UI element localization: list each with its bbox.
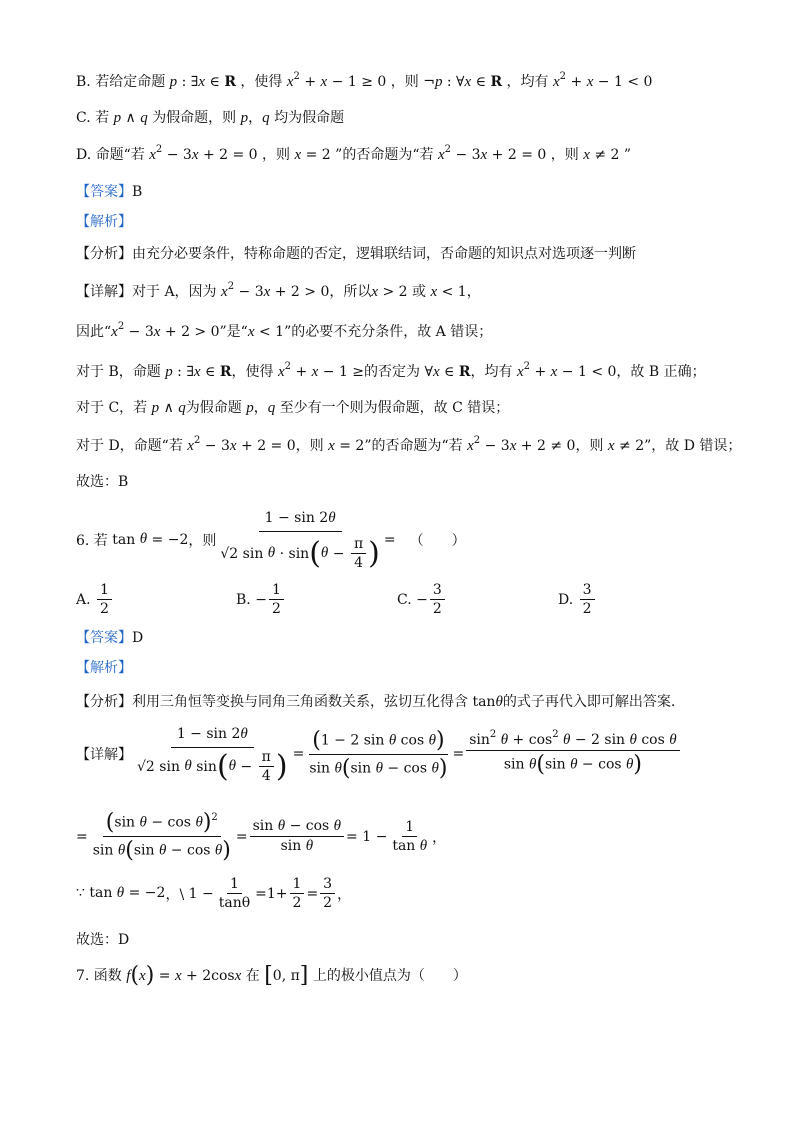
option-a[interactable]: A. $\frac{1}{2}$ [76,582,114,617]
choose-1: 故选：B [76,474,129,490]
xiangjie-1-c: 对于 C，若 p ∧ q为假命题 p，q 至少有一个则为假命题，故 C 错误； [76,400,510,416]
xiangjie-2-line2: = $\frac{(\sin \theta - \cos \theta)^2}{\text{sin θ(sin θ − cos θ)}}$ = $\frac{\text{sin θ − cos θ}}{\text{sin θ}}$ = 1 − $\frac{1}{\text{tan θ}}$ ， [76,810,447,863]
question-7: 7. 函数 f(x) = x + 2cosx 在 [0, π] 上的极小值点为（ ） [76,963,467,988]
option-b-line: B. 若给定命题 p : ∃x ∈ R ，使得 $x^2 + x - 1 \ge 0$ ，则 ¬p : ∀x ∈ R ，均有 $x^2 + x - 1 < 0$ [76,71,653,90]
choose-2: 故选：D [76,932,130,948]
question-6-fraction: 1 − sin 2θ √2 sin θ · sin ( θ − $\frac{\pi}{4}$ ) [220,510,380,571]
analysis-2-heading: 【解析】 [76,660,132,676]
option-d[interactable]: D. $\frac{3}{2}$ [558,582,597,617]
answer-2: 【答案】D [76,630,144,646]
option-c-line: C. 若 p ∧ q 为假命题，则 p，q 均为假命题 [76,110,345,126]
xiangjie-1-a: 【详解】对于 A，因为 $x^2 - 3x + 2 > 0$，所以x > 2 或 x < 1， [76,281,481,300]
answer-1: 【答案】B [76,184,143,200]
xiangjie-2-line3: ∵ tan θ = −2 ，\ 1 − $\frac{1}{\tan\theta}$ =1+ $\frac{1}{2}$ = $\frac{3}{2}$ ， [76,876,352,911]
question-6: 6. 若 tan θ = −2 ，则 1 − sin 2θ √2 sin θ · sin ( θ − $\frac{\pi}{4}$ ) = （ ） [76,510,466,571]
xiangjie-1-a2: 因此“$x^2 - 3x + 2 > 0$”是“x < 1”的必要不充分条件，故 A 错误； [76,321,493,340]
option-c[interactable]: C. − $\frac{3}{2}$ [397,582,447,617]
math-exists: p [169,74,178,90]
fenxi-2: 【分析】利用三角恒等变换与同角三角函数关系，弦切互化得含 tanθ的式子再代入即可解出答案. [76,694,676,710]
analysis-1-heading: 【解析】 [76,214,132,230]
option-b[interactable]: B. − $\frac{1}{2}$ [236,582,286,617]
xiangjie-2-line1: 【详解】 1 − sin 2θ √2 sin θ sin ( θ − $\frac{\pi}{4}$ ) = $\frac{\text{(1 − 2 sin θ cos θ)}}{\text{sin θ(sin θ − cos θ)}}$ = $\frac{\sin^2 \theta + \cos^2 \theta - 2 \sin \theta \cos \theta}{\text{sin θ(sin θ − cos θ)}}$ [76,724,682,784]
option-d-line: D. 命题“若 $x^2 - 3x + 2 = 0$ ，则 x = 2 ”的否命题为“若 $x^2 - 3x + 2 = 0$ ，则 x ≠ 2 ” [76,144,632,163]
xiangjie-1-d: 对于 D，命题“若 $x^2 - 3x + 2 = 0$，则 x = 2”的否命题为“若 $x^2 - 3x + 2 \ne 0$，则 x ≠ 2”，故 D 错误； [76,435,742,454]
fenxi-1: 【分析】由充分必要条件，特称命题的否定，逻辑联结词，否命题的知识点对选项逐一判断 [76,246,636,262]
xiangjie-1-b: 对于 B，命题 p : ∃x ∈ R，使得 $x^2 + x - 1$ ≥的否定为 ∀x ∈ R，均有 $x^2 + x - 1 < 0$，故 B 正确； [76,361,706,380]
